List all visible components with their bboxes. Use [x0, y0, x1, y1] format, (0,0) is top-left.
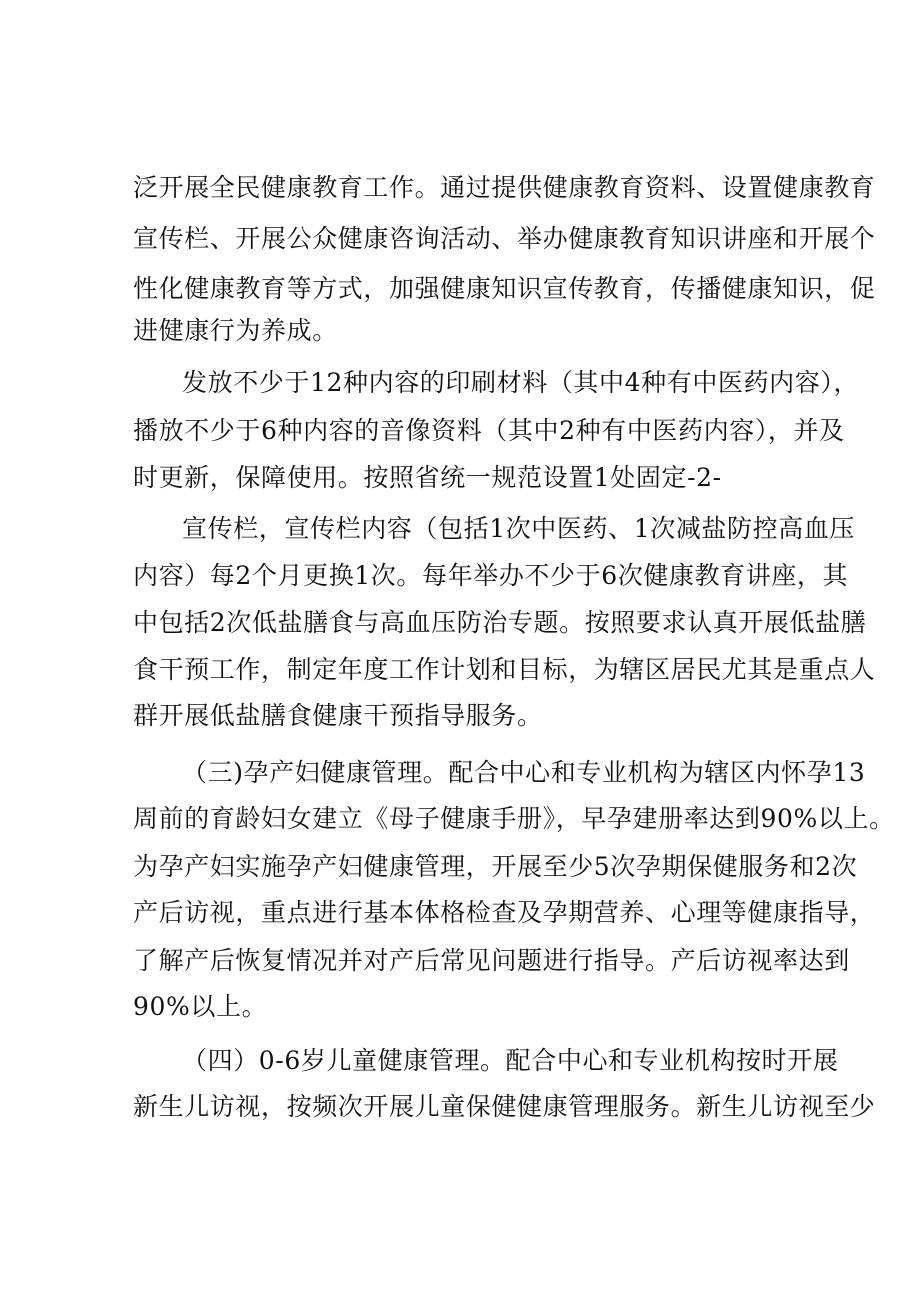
text-line: 产后访视，重点进行基本体格检查及孕期营养、心理等健康指导， — [133, 898, 876, 927]
text-line: 90%以上。 — [133, 992, 268, 1021]
text-line: 内容）每2个月更换1次。每年举办不少于6次健康教育讲座，其 — [133, 561, 849, 590]
text-line: 进健康行为养成。 — [133, 316, 338, 345]
text-line: 周前的育龄妇女建立《母子健康手册》，早孕建册率达到90%以上。 — [133, 804, 895, 833]
text-line: 宣传栏，宣传栏内容（包括1次中医药、1次减盐防控高血压 — [182, 514, 856, 543]
text-line: 新生儿访视，按频次开展儿童保健健康管理服务。新生儿访视至少 — [133, 1092, 876, 1121]
text-line: 中包括2次低盐膳食与高血压防治专题。按照要求认真开展低盐膳 — [133, 608, 867, 637]
text-line: 食干预工作，制定年度工作计划和目标，为辖区居民尤其是重点人 — [133, 655, 876, 684]
text-line: 了解产后恢复情况并对产后常见问题进行指导。产后访视率达到 — [133, 946, 850, 975]
text-line: 群开展低盐膳食健康干预指导服务。 — [133, 701, 543, 730]
text-line: 发放不少于12种内容的印刷材料（其中4种有中医药内容）， — [182, 368, 860, 397]
text-line: 宣传栏、开展公众健康咨询活动、举办健康教育知识讲座和开展个 — [133, 224, 876, 253]
text-line: （三)孕产妇健康管理。配合中心和专业机构为辖区内怀孕13 — [182, 758, 866, 787]
text-line: 性化健康教育等方式，加强健康知识宣传教育，传播健康知识，促 — [133, 274, 876, 303]
text-line: 时更新，保障使用。按照省统一规范设置1处固定-2- — [133, 463, 722, 492]
text-line: 泛开展全民健康教育工作。通过提供健康教育资料、设置健康教育 — [133, 173, 876, 202]
text-line: （四）0-6岁儿童健康管理。配合中心和专业机构按时开展 — [182, 1046, 839, 1075]
text-line: 播放不少于6种内容的音像资料（其中2种有中医药内容），并及 — [133, 416, 845, 445]
text-line: 为孕产妇实施孕产妇健康管理，开展至少5次孕期保健服务和2次 — [133, 852, 858, 881]
